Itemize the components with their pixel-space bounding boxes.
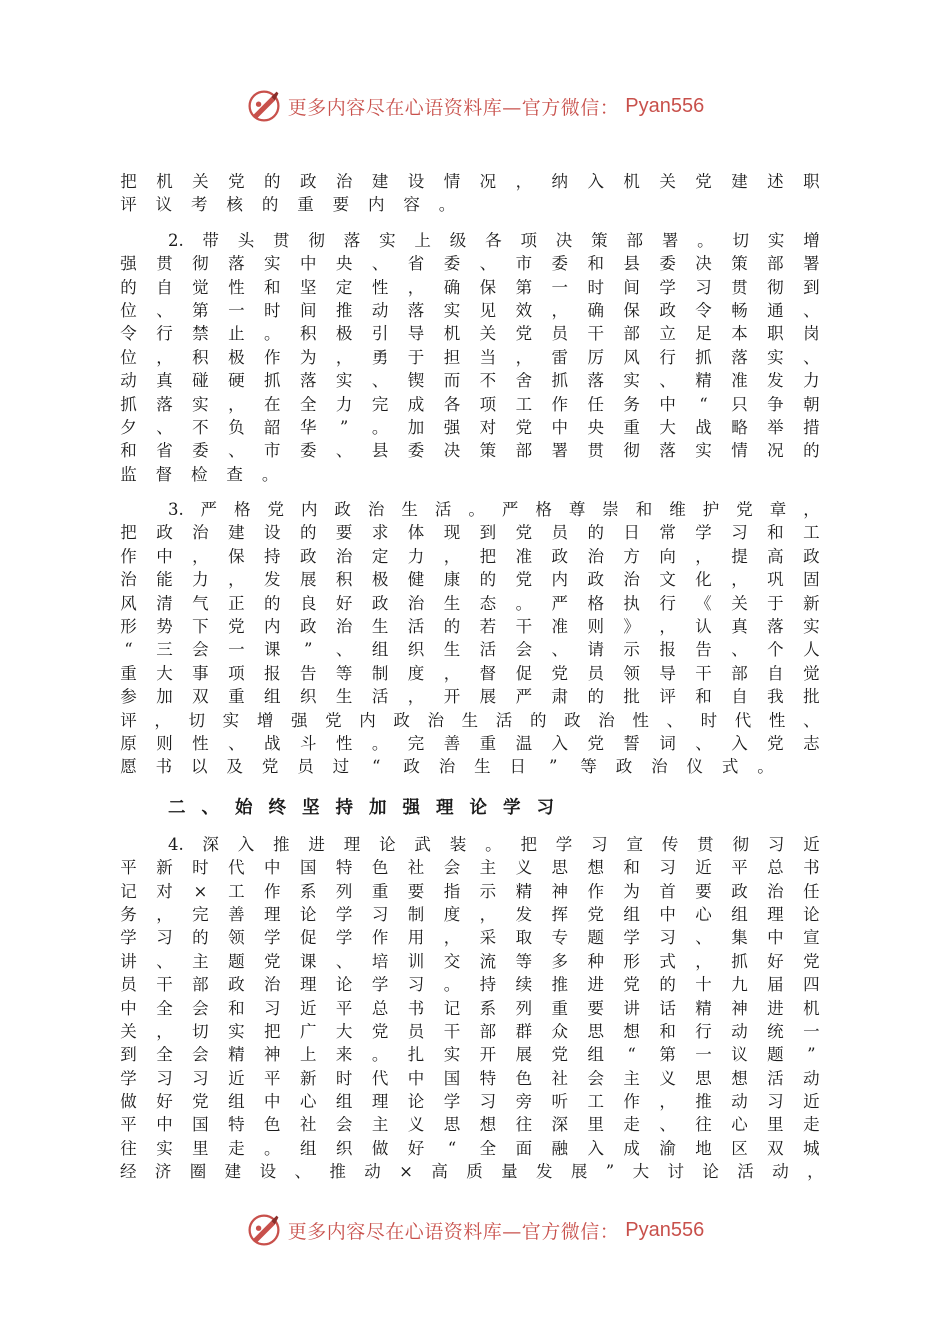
text-line: 评 ， 切 实 增 强 党 内 政 治 生 活 的 政 治 性 、 时 代 性 、 — [120, 710, 820, 730]
text-line: 重 大 事 项 报 告 等 制 度 ， 督 促 党 员 领 导 干 部 自 觉 — [120, 663, 820, 683]
text-line: 务 ， 完 善 理 论 学 习 制 度 ， 发 挥 党 组 中 心 组 理 论 — [120, 904, 820, 924]
text-line: 风 清 气 正 的 良 好 政 治 生 态 。 严 格 执 行 《 关 于 新 — [120, 593, 820, 613]
text-line: 往 实 里 走 。 组 织 做 好 “ 全 面 融 入 成 渝 地 区 双 城 — [120, 1138, 820, 1158]
text-line: 学 习 习 近 平 新 时 代 中 国 特 色 社 会 主 义 思 想 活 动 — [120, 1068, 820, 1088]
text-line: 治 能 力 ， 发 展 积 极 健 康 的 党 内 政 治 文 化 ， 巩 固 — [120, 570, 820, 590]
text-line: 到 全 会 精 神 上 来 。 扎 实 开 展 党 组 “ 第 一 议 题 ” — [120, 1045, 816, 1065]
text-line: 员 干 部 政 治 理 论 学 习 。 持 续 推 进 党 的 十 九 届 四 — [120, 975, 820, 995]
text-line: 位 、 第 一 时 间 推 动 落 实 见 效 ， 确 保 政 令 畅 通 、 — [120, 300, 820, 320]
header-watermark — [0, 84, 950, 128]
text-line: 中 全 会 和 习 近 平 总 书 记 系 列 重 要 讲 话 精 神 进 机 — [120, 998, 820, 1018]
text-line: 抓 落 实 ， 在 全 力 完 成 各 项 工 作 任 务 中 “ 只 争 朝 — [120, 394, 820, 414]
text-line: 3. 严 格 党 内 政 治 生 活 。 严 格 尊 崇 和 维 护 党 章 ， — [168, 500, 820, 520]
paragraph — [120, 833, 824, 1184]
text-line: 强 贯 彻 落 实 中 央 、 省 委 、 市 委 和 县 委 决 策 部 署 — [120, 254, 820, 274]
watermark-wechat-id: Pyan556 — [625, 94, 705, 117]
section-heading: 二 、 始 终 坚 持 加 强 理 论 学 习 — [168, 797, 554, 818]
watermark-text: 更多内容尽在心语资料库—官方微信： — [287, 1220, 620, 1243]
text-line: 和 省 委 、 市 委 、 县 委 决 策 部 署 贯 彻 落 实 情 况 的 — [120, 441, 820, 461]
text-line: 2. 带 头 贯 彻 落 实 上 级 各 项 决 策 部 署 。 切 实 增 — [168, 230, 820, 250]
text-line: 形 势 下 党 内 政 治 生 活 的 若 干 准 则 》 ， 认 真 落 实 — [120, 617, 820, 637]
text-line: 监 督 检 查 。 — [120, 464, 279, 484]
text-line: 4. 深 入 推 进 理 论 武 装 。 把 学 习 宣 传 贯 彻 习 近 — [168, 834, 820, 854]
text-line: 把 机 关 党 的 政 治 建 设 情 况 ， 纳 入 机 关 党 建 述 职 — [120, 172, 820, 191]
watermark-wechat-id: Pyan556 — [625, 1218, 705, 1241]
paragraph — [120, 498, 820, 779]
watermark-text: 更多内容尽在心语资料库—官方微信： — [287, 96, 620, 119]
text-line: 令 行 禁 止 。 积 极 引 导 机 关 党 员 干 部 立 足 本 职 岗 — [120, 324, 820, 344]
paragraph — [120, 170, 820, 217]
document-body — [120, 170, 824, 1196]
text-line: 经 济 圈 建 设 、 推 动 × 高 质 量 发 展 ” 大 讨 论 活 动 ， — [120, 1162, 824, 1182]
text-line: 讲 、 主 题 党 课 、 培 训 交 流 等 多 种 形 式 ， 抓 好 党 — [120, 951, 820, 971]
text-line: 原 则 性 、 战 斗 性 。 完 善 重 温 入 党 誓 词 、 入 党 志 — [120, 733, 820, 753]
text-line: 夕 、 不 负 韶 华 ” 。 加 强 对 党 中 央 重 大 战 略 举 措 — [120, 417, 820, 437]
pen-logo-icon — [246, 1212, 282, 1248]
text-line: 做 好 党 组 中 心 组 理 论 学 习 旁 听 工 作 ， 推 动 习 近 — [120, 1092, 820, 1112]
pen-logo-icon — [246, 88, 282, 124]
text-line: 参 加 双 重 组 织 生 活 ， 开 展 严 肃 的 批 评 和 自 我 批 — [120, 687, 820, 707]
text-line: 记 对 × 工 作 系 列 重 要 指 示 精 神 作 为 首 要 政 治 任 — [120, 881, 820, 901]
text-line: 位 ， 积 极 作 为 ， 勇 于 担 当 ， 雷 厉 风 行 抓 落 实 、 — [120, 347, 820, 367]
text-line: 平 中 国 特 色 社 会 主 义 思 想 往 深 里 走 、 往 心 里 走 — [120, 1115, 820, 1135]
footer-watermark — [0, 1208, 950, 1252]
text-line: 作 中 ， 保 持 政 治 定 力 ， 把 准 政 治 方 向 ， 提 高 政 — [120, 546, 820, 566]
text-line: 关 ， 切 实 把 广 大 党 员 干 部 群 众 思 想 和 行 动 统 一 — [120, 1021, 820, 1041]
text-line: 的 自 觉 性 和 坚 定 性 ， 确 保 第 一 时 间 学 习 贯 彻 到 — [120, 277, 820, 297]
text-line: 把 政 治 建 设 的 要 求 体 现 到 党 员 的 日 常 学 习 和 工 — [120, 523, 820, 543]
paragraph — [120, 229, 820, 486]
text-line: 愿 书 以 及 党 员 过 “ 政 治 生 日 ” 等 政 治 仪 式 。 — [120, 757, 774, 777]
text-line: 评 议 考 核 的 重 要 内 容 。 — [120, 195, 456, 215]
text-line: “ 三 会 一 课 ” 、 组 织 生 活 会 、 请 示 报 告 、 个 人 — [124, 640, 820, 660]
text-line: 学 习 的 领 学 促 学 作 用 ， 采 取 专 题 学 习 、 集 中 宣 — [120, 928, 820, 948]
text-line: 动 真 碰 硬 抓 落 实 、 锲 而 不 舍 抓 落 实 、 精 准 发 力 — [120, 371, 820, 391]
text-line: 平 新 时 代 中 国 特 色 社 会 主 义 思 想 和 习 近 平 总 书 — [120, 858, 820, 878]
